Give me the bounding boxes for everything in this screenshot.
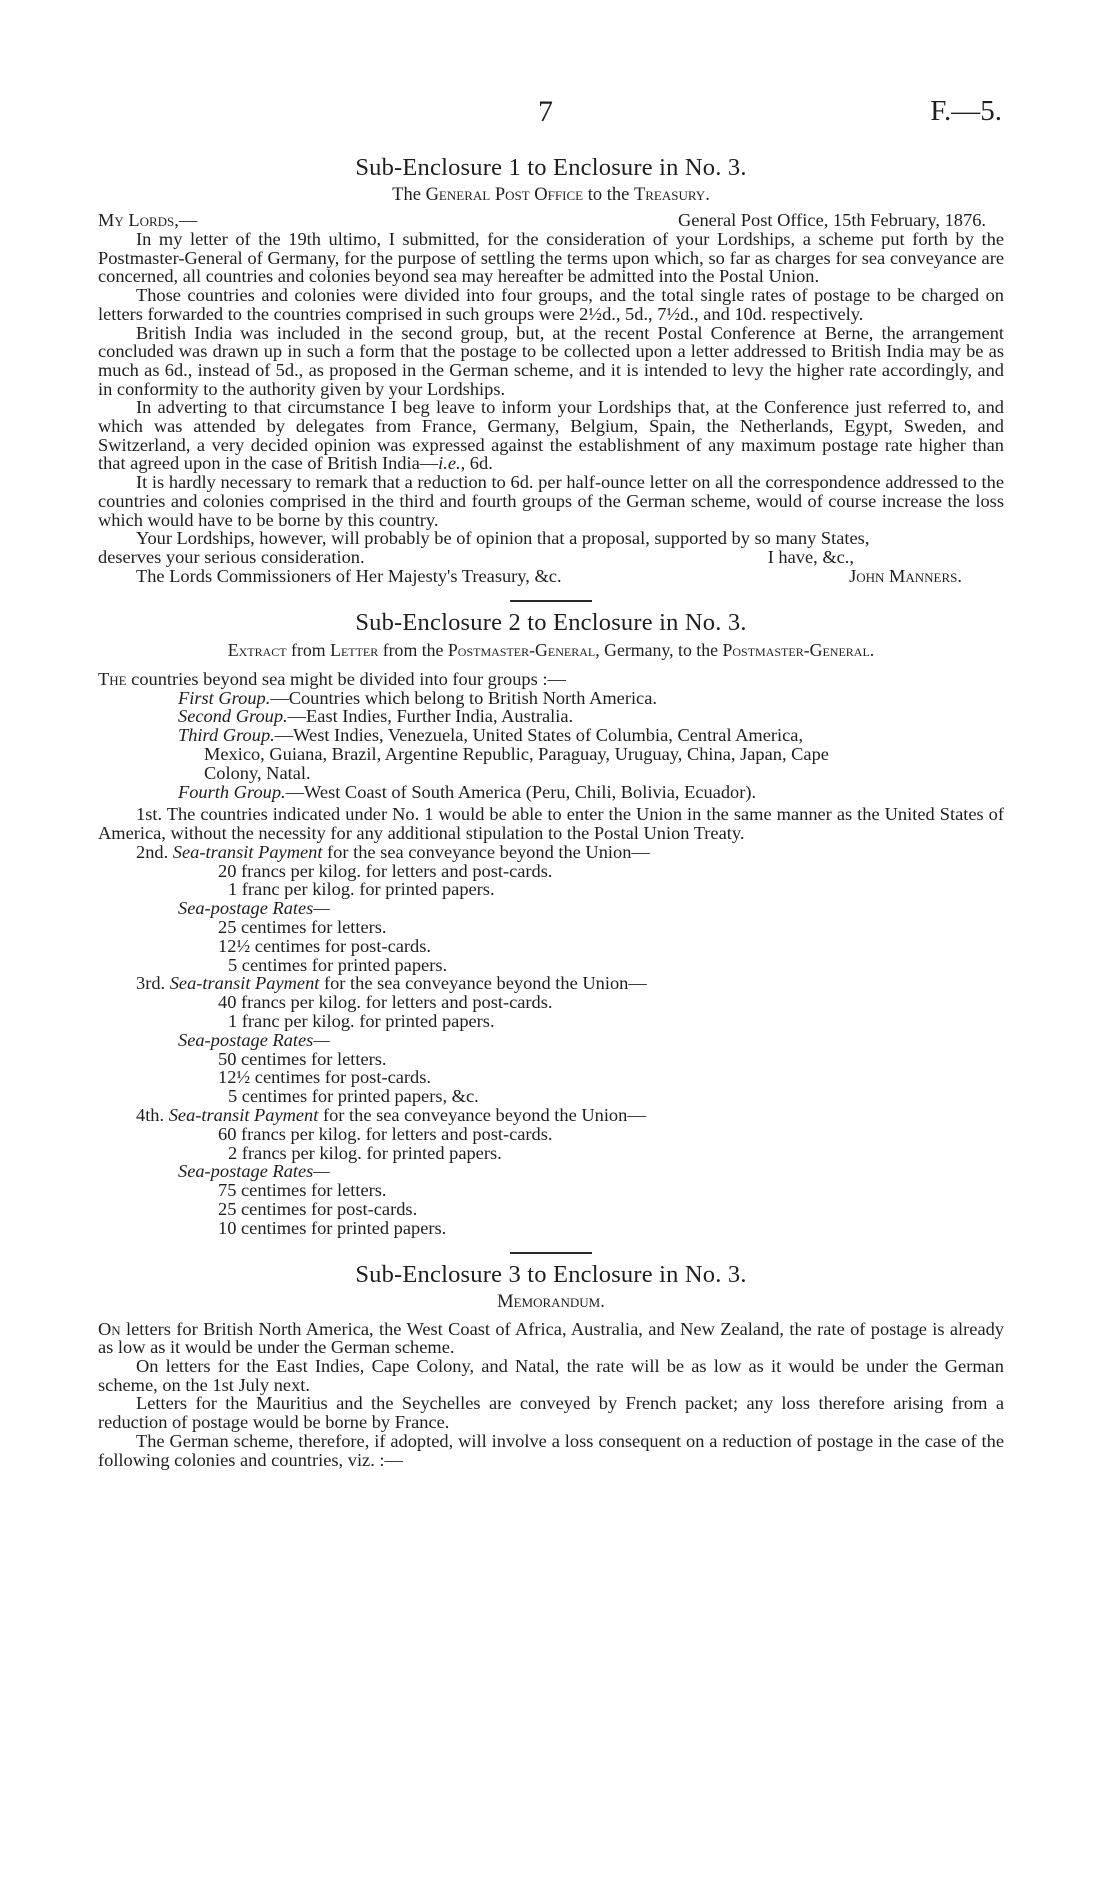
paragraph: Those countries and colonies were divided into four groups, and the total single rates of postage to be charged on letters forwarded to the countries comprised in such groups were 2½d., 5d., 7½d., and 10d. respectively. bbox=[98, 285, 1004, 324]
paragraph: In my letter of the 19th ultimo, I submitted, for the consideration of your Lordships, a scheme put forth by the Postmaster-General of Germany, for the purpose of settling the terms upon which, so far as charges for sea conveyance are concerned, all countries and colonies beyond sea may hereafter be admitted into the Postal Union. bbox=[98, 229, 1004, 287]
paragraph: British India was included in the second group, but, at the recent Postal Conference at Berne, the arrangement concluded was drawn up in such a form that the postage to be collected upon a letter addressed to British India may be as much as 6d., instead of 5d., as proposed in the German scheme, and it is intended to levy the higher rate accordingly, and in conformity to the authority given by your Lordships. bbox=[98, 322, 1004, 399]
group-item: Third Group.—West Indies, Venezuela, United States of Columbia, Central America, bbox=[178, 725, 804, 746]
group-item: Fourth Group.—West Coast of South America (Peru, Chili, Bolivia, Ecuador). bbox=[178, 781, 757, 802]
paragraph: Your Lordships, however, will probably be of opinion that a proposal, supported by so many States, bbox=[136, 528, 870, 549]
dateline: General Post Office, 15th February, 1876. bbox=[678, 210, 986, 230]
sub-enclosure-3 bbox=[98, 1260, 1004, 1470]
closing-row: deserves your serious consideration. I have, &c., bbox=[98, 546, 854, 567]
group-item: First Group.—Countries which belong to British North America. bbox=[178, 687, 657, 708]
paragraph: It is hardly necessary to remark that a reduction to 6d. per half-ounce letter on all the correspondence addressed to the countries and colonies comprised in the third and fourth groups of the German scheme, would of course increase the loss which would have to be borne by this country. bbox=[98, 472, 1004, 530]
paragraph: In adverting to that circumstance I beg leave to inform your Lordships that, at the Conference just referred to, and which was attended by delegates from France, Germany, Belgium, Spain, the Netherlands, Egypt, Sweden, and Switzerland, a very decided opinion was expressed against the establishment of any maximum postage rate higher than that agreed upon in the case of British India—i.e., 6d. bbox=[98, 397, 1004, 474]
tier-2nd: 2nd. Sea-transit Payment for the sea conveyance beyond the Union— 20 francs per kilog. for letters and post-cards. 1 franc per kilog. for printed papers. Sea-postage Rates— 25 centimes for letters. 12½ centimes for post-cards. 5 centimes for printed papers. bbox=[136, 841, 650, 975]
paragraph: Letters for the Mauritius and the Seychelles are conveyed by French packet; any loss therefore arising from a reduction of postage would be borne by France. bbox=[98, 1393, 1004, 1433]
divider bbox=[510, 600, 592, 602]
document-page bbox=[98, 95, 1004, 1469]
paragraph: 1st. The countries indicated under No. 1 would be able to enter the Union in the same manner as the United States of America, without the necessity for any additional stipulation to the Postal Union Treaty. bbox=[98, 804, 1004, 844]
tier-3rd: 3rd. Sea-transit Payment for the sea conveyance beyond the Union— 40 francs per kilog. for letters and post-cards. 1 franc per kilog. for printed papers. Sea-postage Rates— 50 centimes for letters. 12½ centimes for post-cards. 5 centimes for printed papers, &c. bbox=[136, 973, 647, 1107]
from-to-line: The General Post Office to the Treasury. bbox=[392, 185, 710, 205]
sub-enclosure-2 bbox=[98, 608, 1004, 1238]
group-item-cont: Mexico, Guiana, Brazil, Argentine Republic, Paraguay, Uruguay, China, Japan, Cape bbox=[204, 744, 829, 765]
paragraph: On letters for the East Indies, Cape Colony, and Natal, the rate will be as low as it would be under the German scheme, on the 1st July next. bbox=[98, 1355, 1004, 1395]
page-header bbox=[98, 95, 1004, 137]
salutation-row bbox=[98, 211, 1004, 230]
extract-line: Extract from Letter from the Postmaster-General, Germany, to the Postmaster-General. bbox=[227, 639, 875, 660]
signature-row bbox=[98, 567, 1004, 586]
memorandum-heading: Memorandum. bbox=[497, 1291, 605, 1312]
page-number: 7 bbox=[538, 95, 553, 128]
signature: John Manners. bbox=[849, 565, 962, 586]
section-title: Sub-Enclosure 1 to Enclosure in No. 3. bbox=[355, 154, 747, 181]
addressee: The Lords Commissioners of Her Majesty's Treasury, &c. bbox=[136, 565, 562, 586]
salutation: My Lords,— bbox=[98, 210, 198, 230]
section-title: Sub-Enclosure 2 to Enclosure in No. 3. bbox=[355, 608, 747, 636]
sub-enclosure-1 bbox=[98, 153, 1004, 586]
paragraph: The German scheme, therefore, if adopted, will involve a loss consequent on a reduction of postage in the case of the following colonies and countries, viz. :— bbox=[98, 1430, 1004, 1470]
section-title: Sub-Enclosure 3 to Enclosure in No. 3. bbox=[355, 1260, 747, 1288]
group-item: Second Group.—East Indies, Further India, Australia. bbox=[178, 706, 574, 727]
divider bbox=[510, 1252, 592, 1254]
tier-4th: 4th. Sea-transit Payment for the sea conveyance beyond the Union— 60 francs per kilog. for letters and post-cards. 2 francs per kilog. for printed papers. Sea-postage Rates— 75 centimes for letters. 25 centimes for post-cards. 10 centimes for printed papers. bbox=[136, 1105, 646, 1238]
group-item-cont: Colony, Natal. bbox=[204, 762, 311, 783]
page-reference: F.—5. bbox=[930, 95, 1002, 127]
paragraph: The countries beyond sea might be divided into four groups :— bbox=[98, 668, 566, 689]
paragraph: On letters for British North America, the West Coast of Africa, Australia, and New Zealand, the rate of postage is already as low as it would be under the German scheme. bbox=[98, 1318, 1004, 1358]
